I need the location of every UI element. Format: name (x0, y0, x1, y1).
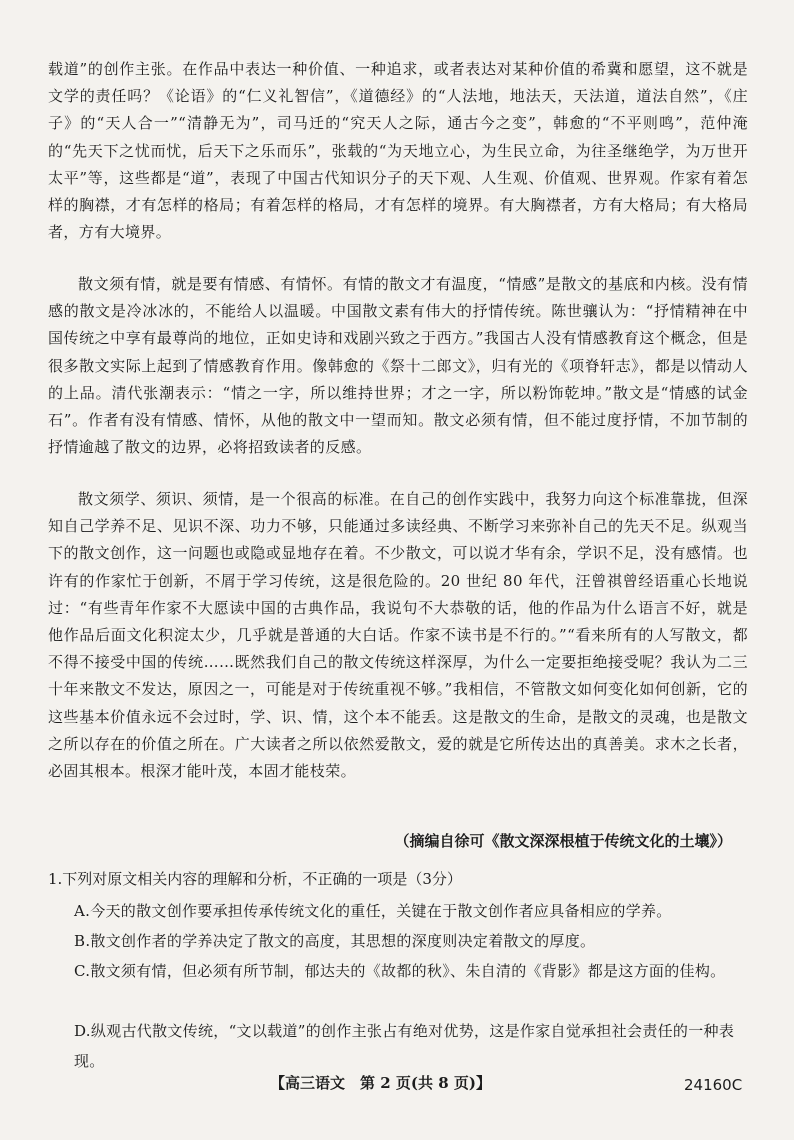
option-c-label: C. (74, 962, 91, 980)
option-a-text: 今天的散文创作要承担传承传统文化的重任，关键在于散文创作者应具备相应的学养。 (90, 902, 672, 920)
page-footer: 【高三语文 第 2 页(共 8 页)】 (270, 1074, 491, 1092)
option-a (74, 896, 764, 926)
passage-paragraph-1: 载道”的创作主张。在作品中表达一种价值、一种追求，或者表达对某种价值的希冀和愿望，这不就是文学的责任吗？《论语》的“仁义礼智信”，《道德经》的“人法地，地法天，天法道，道法自然”，《庄子》的“天人合一”“清静无为”，司马迁的“究天人之际，通古今之变”，韩愈的“不平则鸣”，范仲淹的“先天下之忧而忧，后天下之乐而乐”，张载的“为天地立心，为生民立命，为往圣继绝学，为万世开太平”等，这些都是“道”，表现了中国古代知识分子的天下观、人生观、价值观、世界观。作家有着怎样的胸襟，才有怎样的格局；有着怎样的格局，才有怎样的境界。有大胸襟者，方有大格局；有大格局者，方有大境界。 (48, 60, 748, 242)
option-b (74, 926, 764, 956)
option-c-text: 散文须有情，但必须有所节制，郁达夫的《故都的秋》、朱自清的《背影》都是这方面的佳构。 (90, 962, 726, 980)
option-b-text: 散文创作者的学养决定了散文的高度，其思想的深度则决定着散文的厚度。 (90, 932, 596, 950)
passage-paragraph-2: 散文须有情，就是要有情感、有情怀。有情的散文才有温度，“情感”是散文的基底和内核。没有情感的散文是冷冰冰的，不能给人以温暖。中国散文素有伟大的抒情传统。陈世骧认为：“抒情精神在中国传统之中享有最尊尚的地位，正如史诗和戏剧兴致之于西方。”我国古人没有情感教育这个概念，但是很多散文实际上起到了情感教育作用。像韩愈的《祭十二郎文》，归有光的《项脊轩志》，都是以情动人的上品。清代张潮表示：“情之一字，所以维持世界；才之一字，所以粉饰乾坤。”散文是“情感的试金石”。作者有没有情感、情怀，从他的散文中一望而知。散文必须有情，但不能过度抒情，不加节制的抒情逾越了散文的边界，必将招致读者的反感。 (48, 275, 748, 457)
option-d (74, 1016, 764, 1076)
option-d-label: D. (74, 1022, 91, 1040)
passage-source: （摘编自徐可《散文深深根植于传统文化的土壤》） (394, 832, 732, 850)
exam-code: 24160C (684, 1076, 743, 1094)
question-stem: 1.下列对原文相关内容的理解和分析，不正确的一项是（3分） (48, 870, 462, 888)
option-d-text: 纵观古代散文传统，“文以载道”的创作主张占有绝对优势，这是作家自觉承担社会责任的一种表现。 (74, 1022, 735, 1070)
option-c (74, 956, 764, 986)
option-b-label: B. (74, 932, 91, 950)
option-a-label: A. (74, 902, 91, 920)
passage-paragraph-3: 散文须学、须识、须情，是一个很高的标准。在自己的创作实践中，我努力向这个标准靠拢，但深知自己学养不足、见识不深、功力不够，只能通过多读经典、不断学习来弥补自己的先天不足。纵观当下的散文创作，这一问题也或隐或显地存在着。不少散文，可以说才华有余，学识不足，没有感情。也许有的作家忙于创新，不屑于学习传统，这是很危险的。20 世纪 80 年代，汪曾祺曾经语重心长地说过：“有些青年作家不大愿读中国的古典作品，我说句不大恭敬的话，他的作品为什么语言不好，就是他作品后面文化积淀太少，几乎就是普通的大白话。作家不读书是不行的。”“看来所有的人写散文，都不得不接受中国的传统……既然我们自己的散文传统这样深厚，为什么一定要拒绝接受呢？我认为二三十年来散文不发达，原因之一，可能是对于传统重视不够。”我相信，不管散文如何变化如何创新，它的这些基本价值永远不会过时，学、识、情，这个本不能丢。这是散文的生命，是散文的灵魂，也是散文之所以存在的价值之所在。广大读者之所以依然爱散文，爱的就是它所传达出的真善美。求木之长者，必固其根本。根深才能叶茂，本固才能枝荣。 (48, 490, 748, 781)
